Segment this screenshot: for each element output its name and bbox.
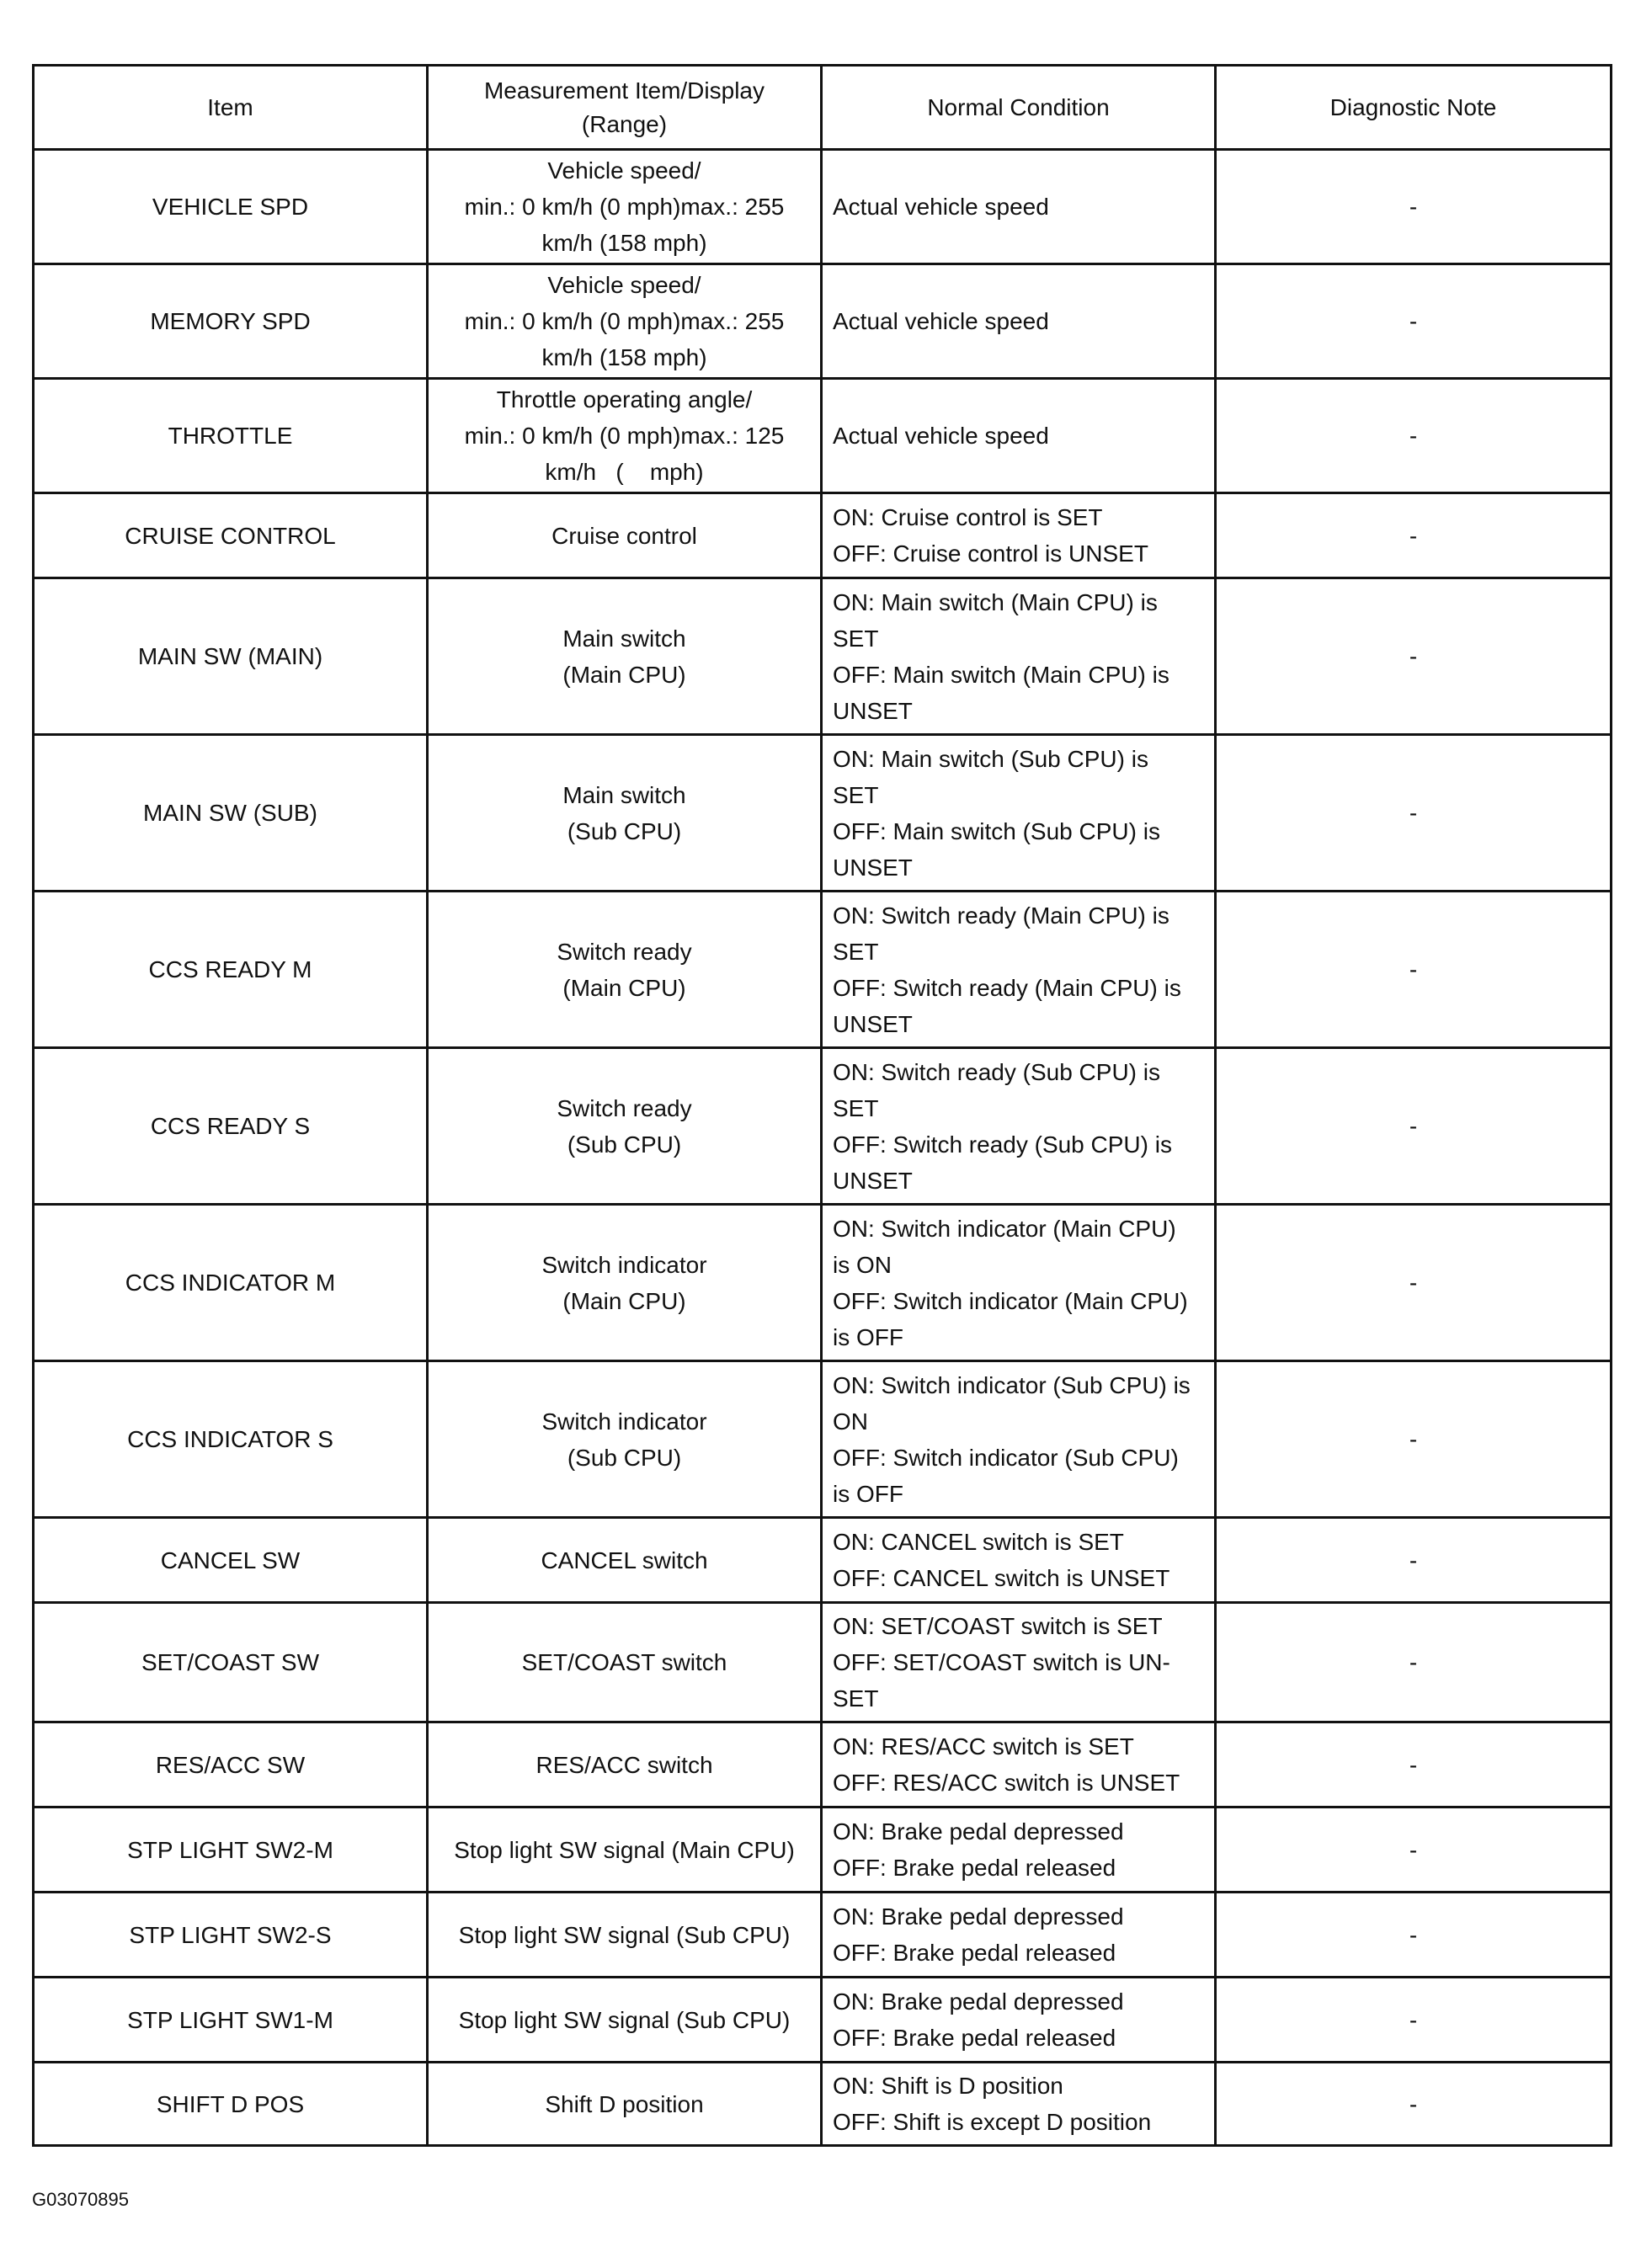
cell-normal-condition xyxy=(822,1893,1216,1978)
cell-measurement xyxy=(428,1205,822,1361)
cell-diagnostic-note: - xyxy=(1216,578,1612,735)
cell-measurement xyxy=(428,150,822,264)
measurement-line: km/h (158 mph) xyxy=(541,230,707,256)
cell-measurement xyxy=(428,1048,822,1205)
cell-normal-condition xyxy=(822,735,1216,892)
measurement-line: (Main CPU) xyxy=(562,1287,686,1314)
table-row xyxy=(34,264,1612,379)
cell-normal-condition xyxy=(822,1807,1216,1893)
measurement-line: min.: 0 km/h (0 mph)max.: 255 xyxy=(464,194,785,220)
cell-normal-condition xyxy=(822,379,1216,493)
normal-condition-line: OFF: RES/ACC switch is UNSET xyxy=(833,1770,1180,1796)
measurement-line: Switch indicator xyxy=(541,1251,707,1278)
normal-condition-line: SET xyxy=(833,1685,879,1712)
normal-condition-line: ON: Shift is D position xyxy=(833,2073,1063,2099)
cell-measurement xyxy=(428,493,822,578)
cell-diagnostic-note: - xyxy=(1216,493,1612,578)
measurement-line: Vehicle speed/ xyxy=(547,157,701,184)
cell-normal-condition xyxy=(822,1361,1216,1518)
cell-measurement xyxy=(428,1722,822,1807)
cell-item: STP LIGHT SW1-M xyxy=(34,1978,428,2063)
cell-normal-condition xyxy=(822,892,1216,1048)
cell-normal-condition xyxy=(822,1722,1216,1807)
table-row xyxy=(34,1048,1612,1205)
normal-condition-line: SET xyxy=(833,938,879,965)
header-measurement-line: Measurement Item/Display xyxy=(483,77,765,104)
normal-condition-line: is OFF xyxy=(833,1480,903,1507)
normal-condition-line: ON: Main switch (Main CPU) is xyxy=(833,588,1158,615)
measurement-line: (Sub CPU) xyxy=(567,817,682,844)
table-row xyxy=(34,1893,1612,1978)
table-row xyxy=(34,2063,1612,2146)
measurement-line: Shift D position xyxy=(545,2090,704,2117)
table-row xyxy=(34,892,1612,1048)
normal-condition-line: ON: Switch ready (Sub CPU) is xyxy=(833,1058,1160,1085)
cell-item: SHIFT D POS xyxy=(34,2063,428,2146)
normal-condition-line: ON: SET/COAST switch is SET xyxy=(833,1613,1163,1639)
cell-measurement xyxy=(428,2063,822,2146)
normal-condition-line: ON: Brake pedal depressed xyxy=(833,1988,1124,2015)
measurement-line: Main switch xyxy=(562,625,686,652)
normal-condition-line: SET xyxy=(833,781,879,808)
measurement-line: RES/ACC switch xyxy=(535,1751,713,1778)
measurement-line: km/h ( mph) xyxy=(545,459,704,485)
cell-measurement xyxy=(428,1361,822,1518)
measurement-line: Vehicle speed/ xyxy=(547,272,701,298)
cell-normal-condition xyxy=(822,1603,1216,1722)
normal-condition-line: is OFF xyxy=(833,1323,903,1350)
header-measurement-line: (Range) xyxy=(581,110,668,137)
cell-diagnostic-note: - xyxy=(1216,1807,1612,1893)
cell-item: CCS READY S xyxy=(34,1048,428,1205)
cell-diagnostic-note: - xyxy=(1216,1722,1612,1807)
cell-item: CCS INDICATOR M xyxy=(34,1205,428,1361)
cell-diagnostic-note: - xyxy=(1216,1205,1612,1361)
table-row xyxy=(34,1978,1612,2063)
cell-diagnostic-note: - xyxy=(1216,264,1612,379)
cell-normal-condition xyxy=(822,1205,1216,1361)
table-row xyxy=(34,379,1612,493)
cell-item: CANCEL SW xyxy=(34,1518,428,1603)
measurement-line: (Sub CPU) xyxy=(567,1444,682,1471)
cell-measurement xyxy=(428,379,822,493)
header-diagnostic-note: Diagnostic Note xyxy=(1216,66,1612,150)
table-row xyxy=(34,578,1612,735)
normal-condition-line: OFF: Shift is except D position xyxy=(833,2109,1152,2135)
measurement-line: km/h (158 mph) xyxy=(541,344,707,370)
cell-diagnostic-note: - xyxy=(1216,892,1612,1048)
measurement-line: Switch indicator xyxy=(541,1408,707,1435)
normal-condition-line: UNSET xyxy=(833,1167,913,1194)
table-row xyxy=(34,1722,1612,1807)
cell-item: MAIN SW (MAIN) xyxy=(34,578,428,735)
cell-normal-condition xyxy=(822,1518,1216,1603)
cell-measurement xyxy=(428,264,822,379)
cell-normal-condition xyxy=(822,578,1216,735)
normal-condition-line: OFF: Brake pedal released xyxy=(833,1940,1116,1966)
normal-condition-line: ON: Main switch (Sub CPU) is xyxy=(833,745,1148,772)
cell-diagnostic-note: - xyxy=(1216,150,1612,264)
cell-item: VEHICLE SPD xyxy=(34,150,428,264)
cell-item: RES/ACC SW xyxy=(34,1722,428,1807)
cell-normal-condition xyxy=(822,2063,1216,2146)
normal-condition-line: ON: Cruise control is SET xyxy=(833,504,1103,530)
cell-item: MEMORY SPD xyxy=(34,264,428,379)
cell-diagnostic-note: - xyxy=(1216,1603,1612,1722)
measurement-line: Stop light SW signal (Sub CPU) xyxy=(458,2006,791,2033)
data-list-table xyxy=(32,64,1612,2147)
measurement-line: min.: 0 km/h (0 mph)max.: 125 xyxy=(464,423,785,449)
measurement-line: Switch ready xyxy=(557,938,692,965)
cell-normal-condition xyxy=(822,1978,1216,2063)
normal-condition-line: UNSET xyxy=(833,854,913,881)
table-header-row xyxy=(34,66,1612,150)
cell-diagnostic-note: - xyxy=(1216,1978,1612,2063)
table-body xyxy=(34,150,1612,2146)
cell-normal-condition xyxy=(822,493,1216,578)
measurement-line: Stop light SW signal (Main CPU) xyxy=(454,1836,795,1863)
normal-condition-line: ON: Switch indicator (Sub CPU) is xyxy=(833,1371,1191,1398)
normal-condition-line: UNSET xyxy=(833,1010,913,1037)
measurement-line: CANCEL switch xyxy=(541,1547,708,1573)
cell-item: THROTTLE xyxy=(34,379,428,493)
normal-condition-line: OFF: Switch ready (Sub CPU) is xyxy=(833,1131,1172,1158)
measurement-line: Cruise control xyxy=(551,522,697,549)
cell-diagnostic-note: - xyxy=(1216,1518,1612,1603)
measurement-line: Stop light SW signal (Sub CPU) xyxy=(458,1921,791,1948)
cell-measurement xyxy=(428,892,822,1048)
measurement-line: SET/COAST switch xyxy=(521,1649,727,1675)
normal-condition-line: ON: Brake pedal depressed xyxy=(833,1903,1124,1930)
cell-diagnostic-note: - xyxy=(1216,2063,1612,2146)
measurement-line: min.: 0 km/h (0 mph)max.: 255 xyxy=(464,308,785,334)
cell-measurement xyxy=(428,1978,822,2063)
cell-diagnostic-note: - xyxy=(1216,379,1612,493)
cell-item: STP LIGHT SW2-M xyxy=(34,1807,428,1893)
normal-condition-line: ON: Switch ready (Main CPU) is xyxy=(833,902,1169,929)
normal-condition-line: ON: Brake pedal depressed xyxy=(833,1818,1124,1845)
cell-measurement xyxy=(428,1603,822,1722)
table-row xyxy=(34,1603,1612,1722)
cell-item: MAIN SW (SUB) xyxy=(34,735,428,892)
cell-normal-condition xyxy=(822,264,1216,379)
cell-diagnostic-note: - xyxy=(1216,1048,1612,1205)
normal-condition-line: OFF: Switch indicator (Main CPU) xyxy=(833,1287,1188,1314)
cell-item: SET/COAST SW xyxy=(34,1603,428,1722)
normal-condition-line: OFF: Switch indicator (Sub CPU) xyxy=(833,1444,1179,1471)
header-normal-condition: Normal Condition xyxy=(822,66,1216,150)
cell-diagnostic-note: - xyxy=(1216,1361,1612,1518)
normal-condition-line: OFF: SET/COAST switch is UN- xyxy=(833,1649,1170,1675)
measurement-line: Throttle operating angle/ xyxy=(496,386,753,413)
measurement-line: (Sub CPU) xyxy=(567,1131,682,1158)
normal-condition-line: SET xyxy=(833,1094,879,1121)
measurement-line: (Main CPU) xyxy=(562,974,686,1001)
normal-condition-line: ON: RES/ACC switch is SET xyxy=(833,1733,1134,1760)
measurement-line: Switch ready xyxy=(557,1094,692,1121)
table-row xyxy=(34,735,1612,892)
normal-condition-line: OFF: Main switch (Sub CPU) is xyxy=(833,817,1160,844)
cell-measurement xyxy=(428,1518,822,1603)
table-row xyxy=(34,1807,1612,1893)
cell-diagnostic-note: - xyxy=(1216,1893,1612,1978)
normal-condition-line: ON: Switch indicator (Main CPU) xyxy=(833,1215,1176,1242)
normal-condition-line: Actual vehicle speed xyxy=(833,423,1049,449)
cell-measurement xyxy=(428,578,822,735)
cell-normal-condition xyxy=(822,1048,1216,1205)
cell-measurement xyxy=(428,1807,822,1893)
normal-condition-line: ON xyxy=(833,1408,868,1435)
normal-condition-line: OFF: Cruise control is UNSET xyxy=(833,540,1148,567)
normal-condition-line: Actual vehicle speed xyxy=(833,194,1049,220)
normal-condition-line: OFF: Switch ready (Main CPU) is xyxy=(833,974,1181,1001)
normal-condition-line: OFF: Main switch (Main CPU) is xyxy=(833,661,1169,688)
table-row xyxy=(34,1205,1612,1361)
normal-condition-line: ON: CANCEL switch is SET xyxy=(833,1529,1124,1555)
cell-item: STP LIGHT SW2-S xyxy=(34,1893,428,1978)
measurement-line: Main switch xyxy=(562,781,686,808)
header-item: Item xyxy=(34,66,428,150)
measurement-line: (Main CPU) xyxy=(562,661,686,688)
cell-measurement xyxy=(428,735,822,892)
normal-condition-line: OFF: Brake pedal released xyxy=(833,2025,1116,2051)
table-row xyxy=(34,1518,1612,1603)
table-row xyxy=(34,1361,1612,1518)
normal-condition-line: UNSET xyxy=(833,697,913,724)
cell-normal-condition xyxy=(822,150,1216,264)
normal-condition-line: OFF: Brake pedal released xyxy=(833,1855,1116,1881)
normal-condition-line: SET xyxy=(833,625,879,652)
normal-condition-line: Actual vehicle speed xyxy=(833,308,1049,334)
figure-reference: G03070895 xyxy=(32,2189,129,2210)
normal-condition-line: OFF: CANCEL switch is UNSET xyxy=(833,1565,1170,1591)
cell-measurement xyxy=(428,1893,822,1978)
cell-item: CCS READY M xyxy=(34,892,428,1048)
normal-condition-line: is ON xyxy=(833,1251,892,1278)
cell-item: CRUISE CONTROL xyxy=(34,493,428,578)
cell-item: CCS INDICATOR S xyxy=(34,1361,428,1518)
table-row xyxy=(34,493,1612,578)
table-row xyxy=(34,150,1612,264)
cell-diagnostic-note: - xyxy=(1216,735,1612,892)
header-measurement xyxy=(428,66,822,150)
